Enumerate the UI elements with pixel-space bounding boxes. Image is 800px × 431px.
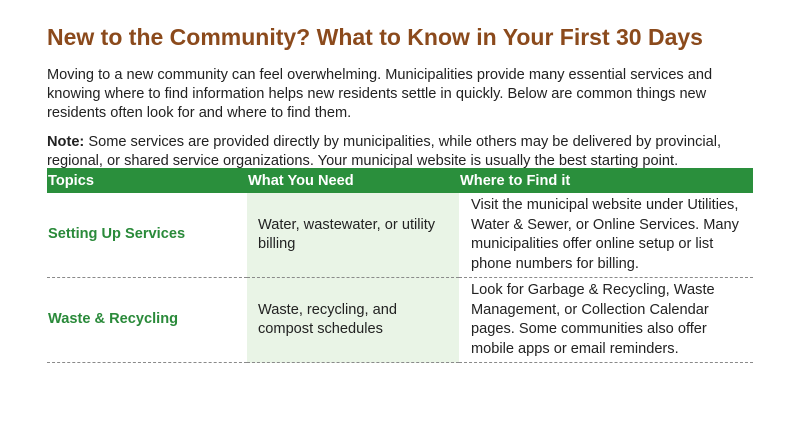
intro-paragraph: Moving to a new community can feel overwhelming. Municipalities provide many essential services and knowing where to find information helps new residents settle in quickly. Below are common things new residents often look for and where to find them.: [47, 67, 713, 121]
table-header: [47, 168, 753, 193]
note-label: Note:: [47, 134, 85, 150]
need-cell: Water, wastewater, or utility billing: [247, 193, 459, 278]
table-row: [47, 193, 753, 278]
note-text: Some services are provided directly by municipalities, while others may be delivered by provincial, regional, or shared service organizations. Your municipal website is usually the best starting point.: [47, 134, 722, 169]
note-paragraph: [47, 133, 753, 171]
header-where-to-find: Where to Find it: [460, 172, 571, 189]
header-what-you-need: What You Need: [248, 172, 354, 189]
page-title: New to the Community? What to Know in Your First 30 Days: [47, 24, 703, 50]
where-cell: Visit the municipal website under Utilities, Water & Sewer, or Online Services. Many municipalities offer online setup or list phone numbers for billing.: [459, 193, 753, 278]
header-topics: Topics: [48, 172, 94, 189]
table-header-row: [47, 168, 753, 193]
topic-cell: Waste & Recycling: [47, 278, 247, 363]
need-cell: Waste, recycling, and compost schedules: [247, 278, 459, 363]
services-table: [47, 168, 753, 363]
where-cell: Look for Garbage & Recycling, Waste Management, or Collection Calendar pages. Some communities also offer mobile apps or email reminders.: [459, 278, 753, 363]
table-body: [47, 193, 753, 363]
topic-cell: Setting Up Services: [47, 193, 247, 278]
table-row: [47, 278, 753, 363]
